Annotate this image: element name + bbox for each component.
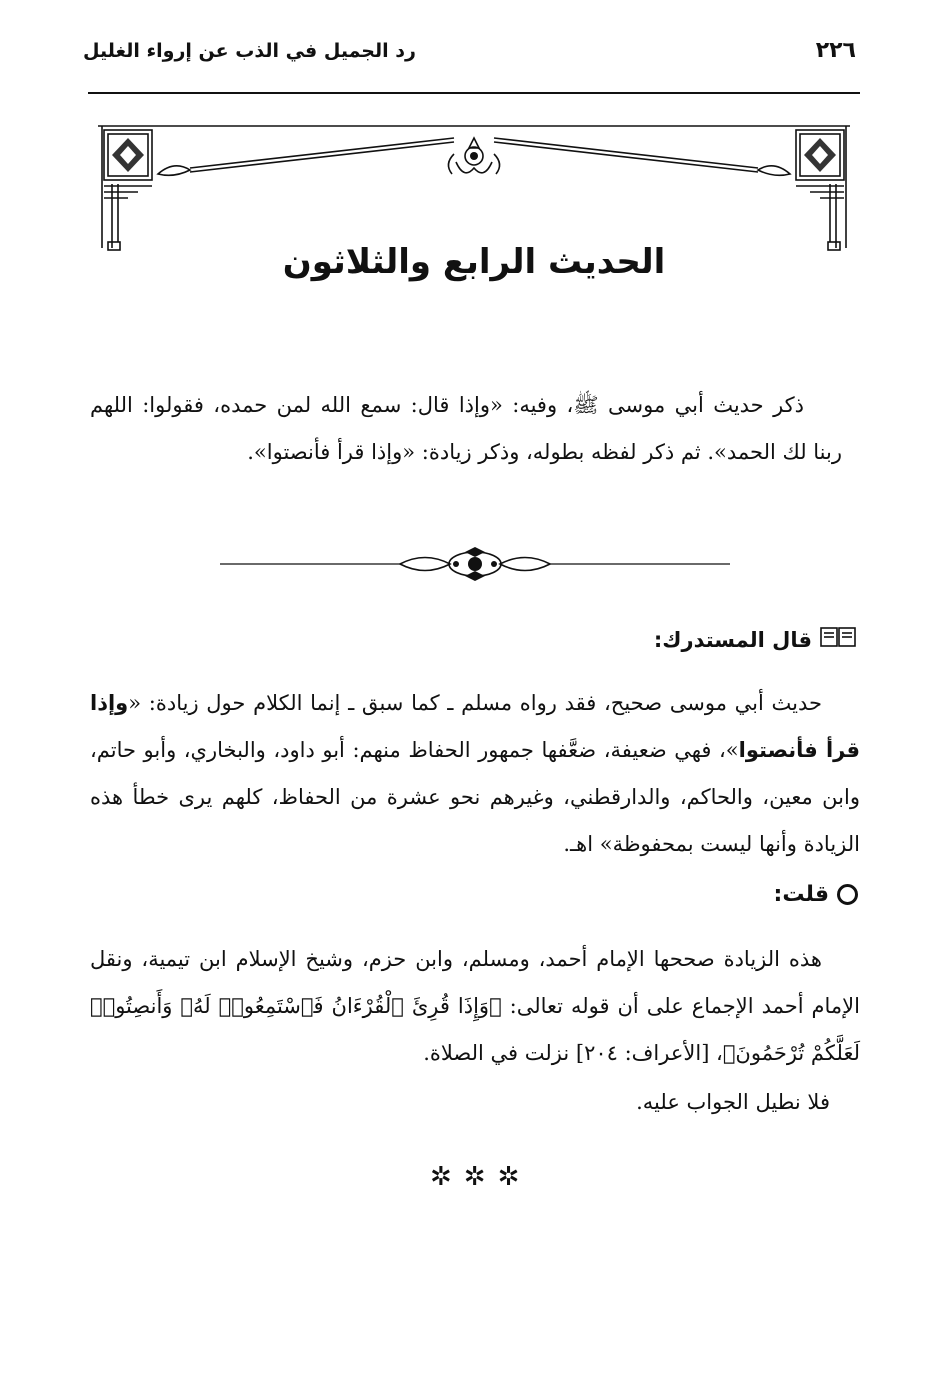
closing-line: فلا نطيل الجواب عليه.: [636, 1090, 830, 1114]
reply-text: هذه الزيادة صححها الإمام أحمد، ومسلم، وابن حزم، وشيخ الإسلام ابن تيمية، ونقل الإمام أحمد الإجماع على أن قوله تعالى: ﴿وَإِذَا قُرِئَ ٱلْقُرْءَانُ فَٱسْتَمِعُوا۟ لَهُۥ وَأَنصِتُوا۟ لَعَلَّكُمْ تُرْحَمُونَ﴾، [الأعراف: ٢٠٤] نزلت في الصلاة.: [90, 947, 860, 1065]
chapter-title: الحديث الرابع والثلاثون: [282, 242, 666, 282]
ornamental-divider: [220, 545, 730, 583]
mustadrak-text-before: حديث أبي موسى صحيح، فقد رواه مسلم ـ كما سبق ـ إنما الكلام حول زيادة: «: [128, 691, 822, 715]
hadith-text: ذكر حديث أبي موسى ﷺ، وفيه: «وإذا قال: سمع الله لمن حمده، فقولوا: اللهم ربنا لك الحمد». ثم ذكر لفظه بطوله، وذكر زيادة: «وإذا قرأ فأنصتوا».: [90, 393, 842, 464]
running-header-title: رد الجميل في الذب عن إرواء الغليل: [83, 40, 416, 62]
header-rule: [88, 92, 860, 94]
mustadrak-text-after: »، فهي ضعيفة، ضعَّفها جمهور الحفاظ منهم: أبو داود، والبخاري، وأبو حاتم، وابن معين، والحاكم، والدارقطني، وغيرهم نحو عشرة من الحفاظ، كلهم يرى خطأ هذه الزيادة وأنها ليست بمحفوظة» اهـ.: [90, 738, 860, 856]
reply-paragraph: [90, 936, 860, 1077]
mustadrak-heading: [654, 626, 856, 653]
end-stars: ✲✲✲: [430, 1162, 532, 1192]
book-icon: [820, 626, 856, 653]
mustadrak-paragraph: [90, 680, 860, 868]
mustadrak-heading-text: قال المستدرك:: [653, 627, 812, 652]
reply-heading: [774, 882, 858, 907]
hadith-paragraph: [90, 382, 842, 476]
ornamental-frame: [98, 124, 850, 254]
page-number: ٢٢٦: [815, 38, 856, 63]
mustadrak-bold-phrase: وإذا قرأ فأنصتوا: [90, 691, 860, 762]
circle-bullet-icon: [837, 884, 858, 905]
reply-heading-text: قلت:: [773, 882, 829, 907]
